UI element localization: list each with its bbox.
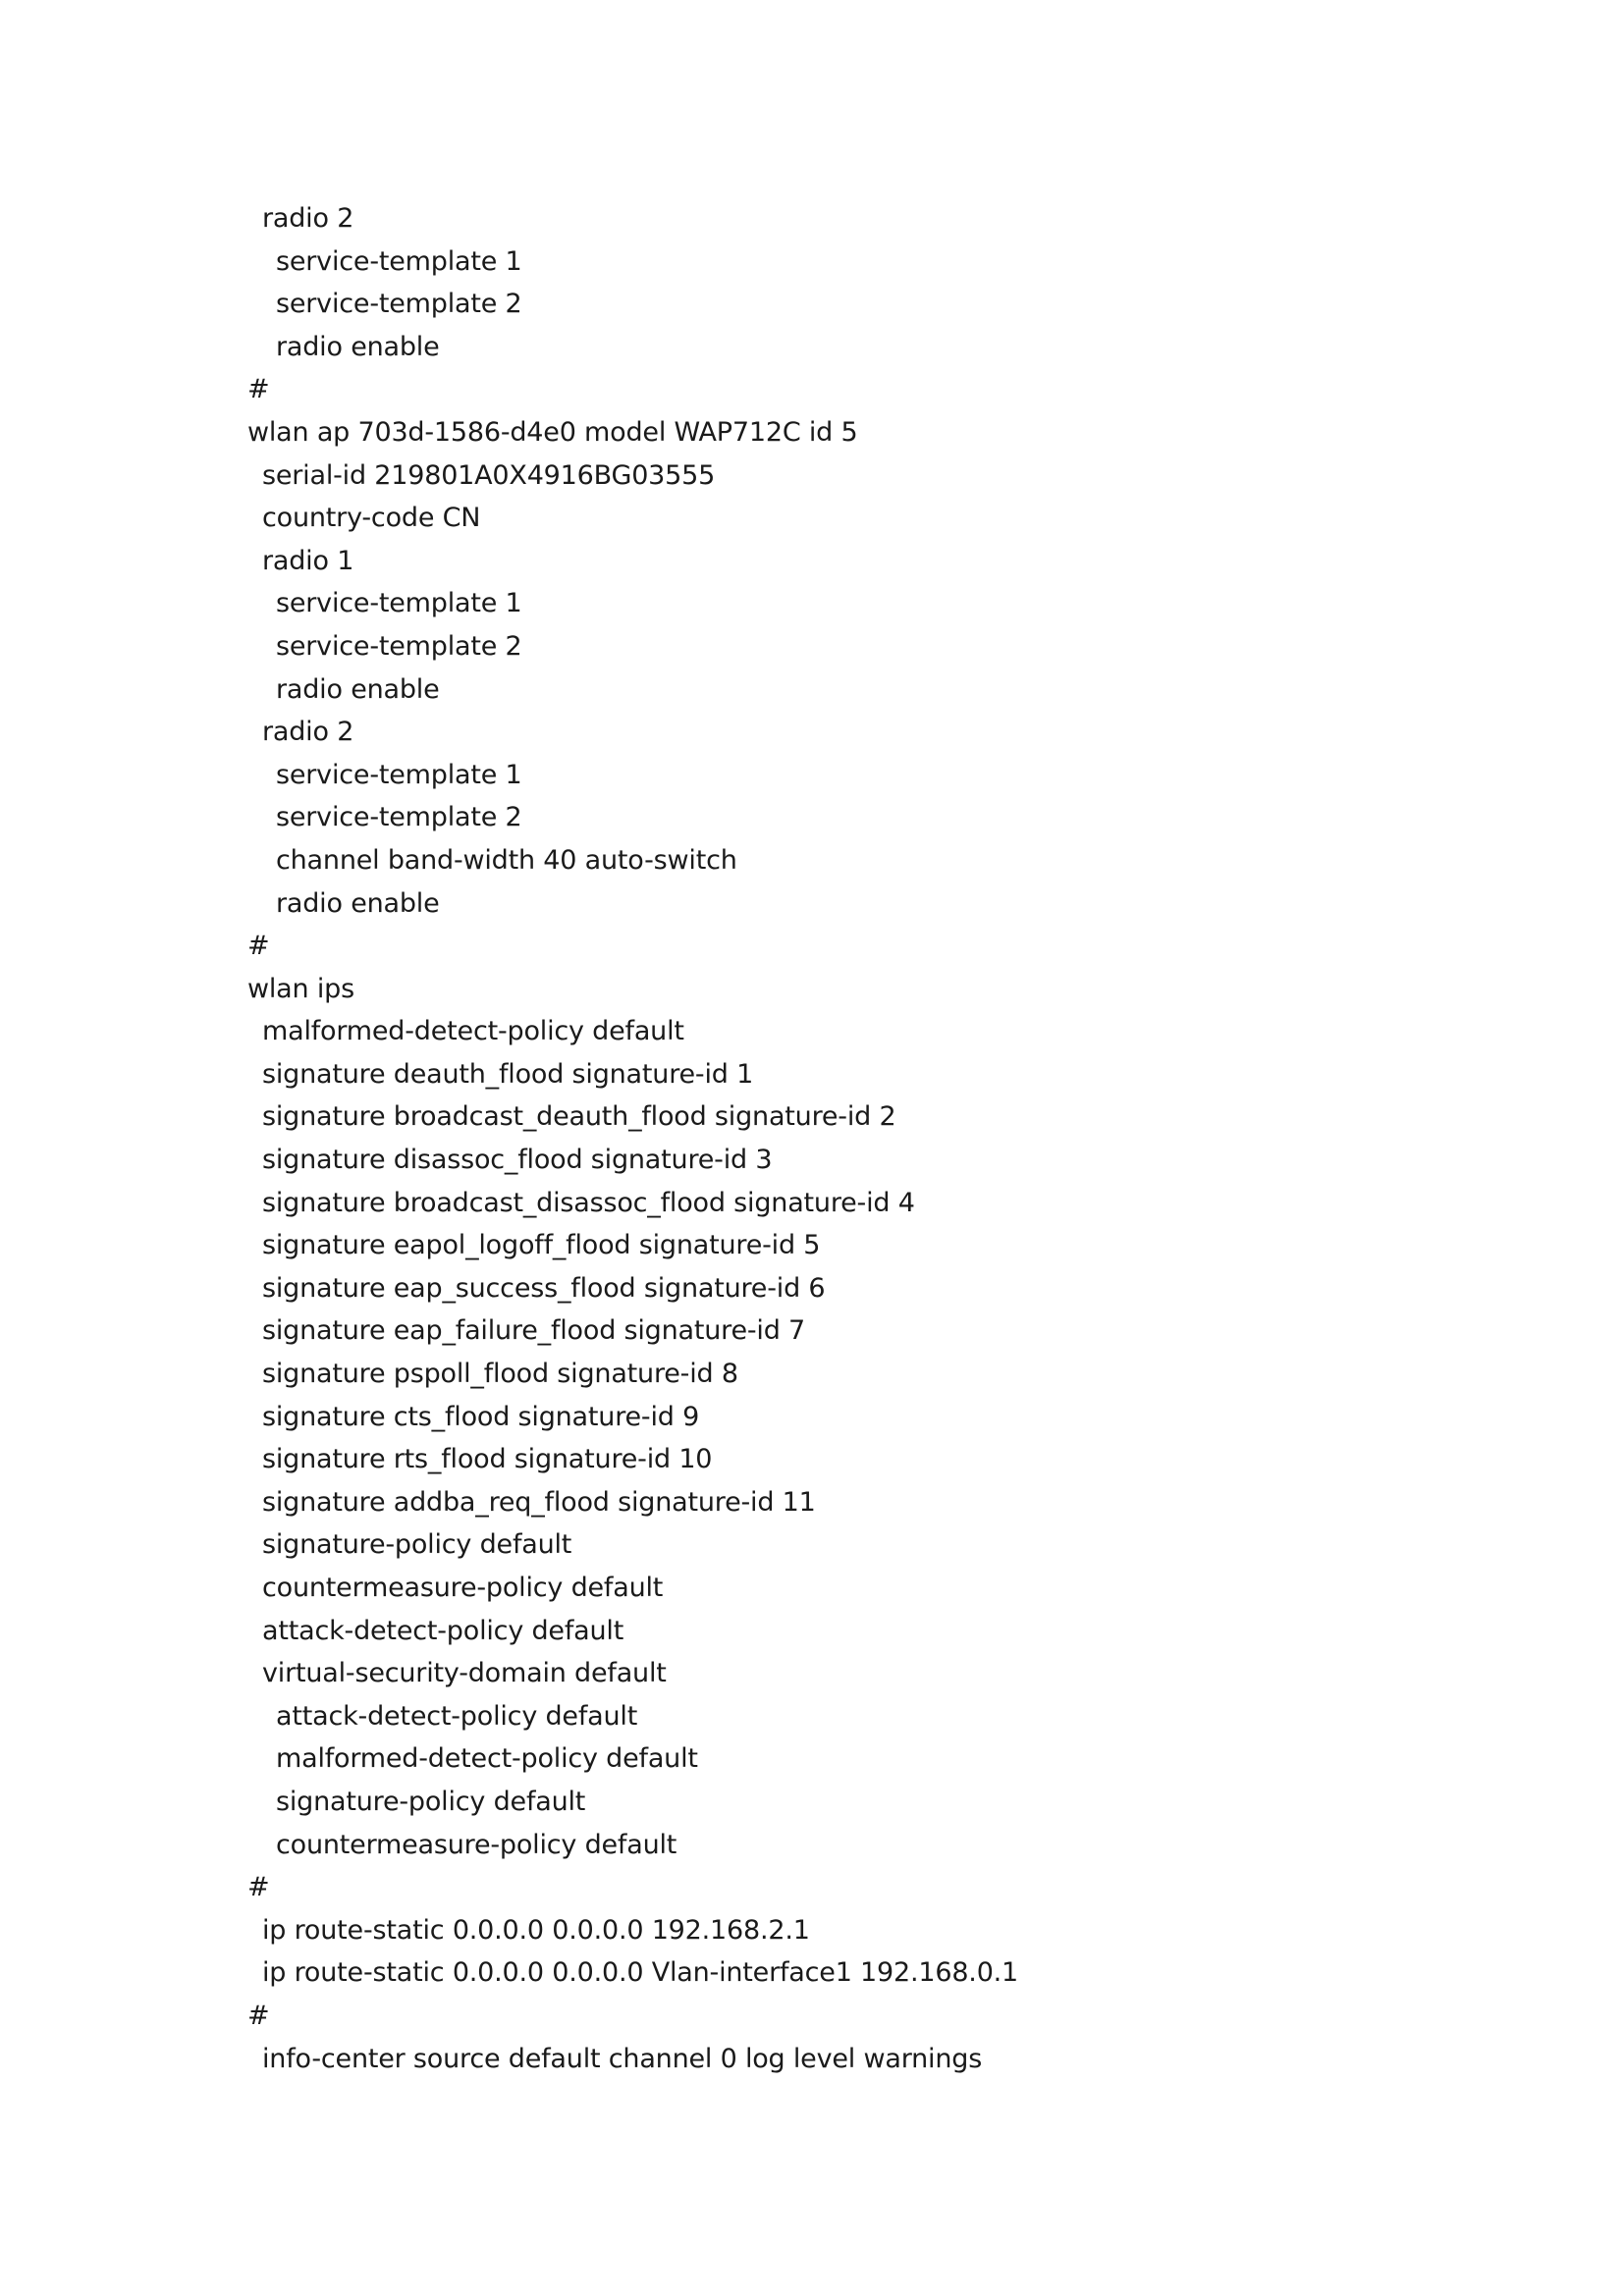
config-line: signature cts_flood signature-id 9 bbox=[262, 1401, 700, 1432]
config-line: malformed-detect-policy default bbox=[276, 1743, 698, 1775]
config-line: countermeasure-policy default bbox=[262, 1573, 664, 1603]
section-separator: # bbox=[247, 374, 270, 405]
config-line: service-template 1 bbox=[276, 588, 522, 619]
config-line: service-template 1 bbox=[276, 245, 522, 277]
config-line: signature pspoll_flood signature-id 8 bbox=[262, 1359, 738, 1390]
config-line: virtual-security-domain default bbox=[262, 1658, 667, 1689]
section-separator: # bbox=[247, 1872, 270, 1903]
config-line: wlan ips bbox=[247, 973, 354, 1004]
config-line: signature disassoc_flood signature-id 3 bbox=[262, 1145, 773, 1176]
config-line: service-template 2 bbox=[276, 802, 522, 833]
config-line: country-code CN bbox=[262, 503, 481, 534]
config-line: radio 1 bbox=[262, 545, 354, 576]
config-line: signature addba_req_flood signature-id 11 bbox=[262, 1486, 816, 1518]
config-line: signature rts_flood signature-id 10 bbox=[262, 1444, 713, 1475]
config-line: ip route-static 0.0.0.0 0.0.0.0 192.168.2.1 bbox=[262, 1914, 810, 1946]
config-line: signature eapol_logoff_flood signature-id 5 bbox=[262, 1230, 821, 1261]
config-line: service-template 2 bbox=[276, 630, 522, 662]
config-line: signature broadcast_deauth_flood signature-id 2 bbox=[262, 1101, 896, 1133]
config-line: signature-policy default bbox=[262, 1529, 572, 1561]
config-line: signature eap_success_flood signature-id 6 bbox=[262, 1272, 826, 1304]
config-line: radio 2 bbox=[262, 203, 354, 234]
config-line: countermeasure-policy default bbox=[276, 1829, 677, 1860]
config-line: radio 2 bbox=[262, 717, 354, 748]
config-line: attack-detect-policy default bbox=[276, 1700, 638, 1732]
config-line: service-template 2 bbox=[276, 289, 522, 320]
config-line: wlan ap 703d-1586-d4e0 model WAP712C id 5 bbox=[247, 416, 858, 448]
config-line: radio enable bbox=[276, 331, 440, 362]
config-line: service-template 1 bbox=[276, 759, 522, 790]
config-line: radio enable bbox=[276, 673, 440, 705]
config-line: radio enable bbox=[276, 887, 440, 919]
config-line: signature eap_failure_flood signature-id 7 bbox=[262, 1315, 806, 1347]
config-line: signature deauth_flood signature-id 1 bbox=[262, 1058, 754, 1090]
config-line: malformed-detect-policy default bbox=[262, 1016, 684, 1047]
config-line: attack-detect-policy default bbox=[262, 1615, 624, 1646]
config-line: serial-id 219801A0X4916BG03555 bbox=[262, 459, 716, 491]
config-line: signature broadcast_disassoc_flood signature-id 4 bbox=[262, 1187, 915, 1218]
config-line: channel band-width 40 auto-switch bbox=[276, 844, 737, 876]
config-line: signature-policy default bbox=[276, 1786, 586, 1817]
config-line: info-center source default channel 0 log level warnings bbox=[262, 2043, 983, 2074]
config-line: ip route-static 0.0.0.0 0.0.0.0 Vlan-interface1 192.168.0.1 bbox=[262, 1957, 1019, 1989]
section-separator: # bbox=[247, 931, 270, 962]
config-listing bbox=[247, 197, 1426, 2080]
section-separator: # bbox=[247, 2000, 270, 2031]
